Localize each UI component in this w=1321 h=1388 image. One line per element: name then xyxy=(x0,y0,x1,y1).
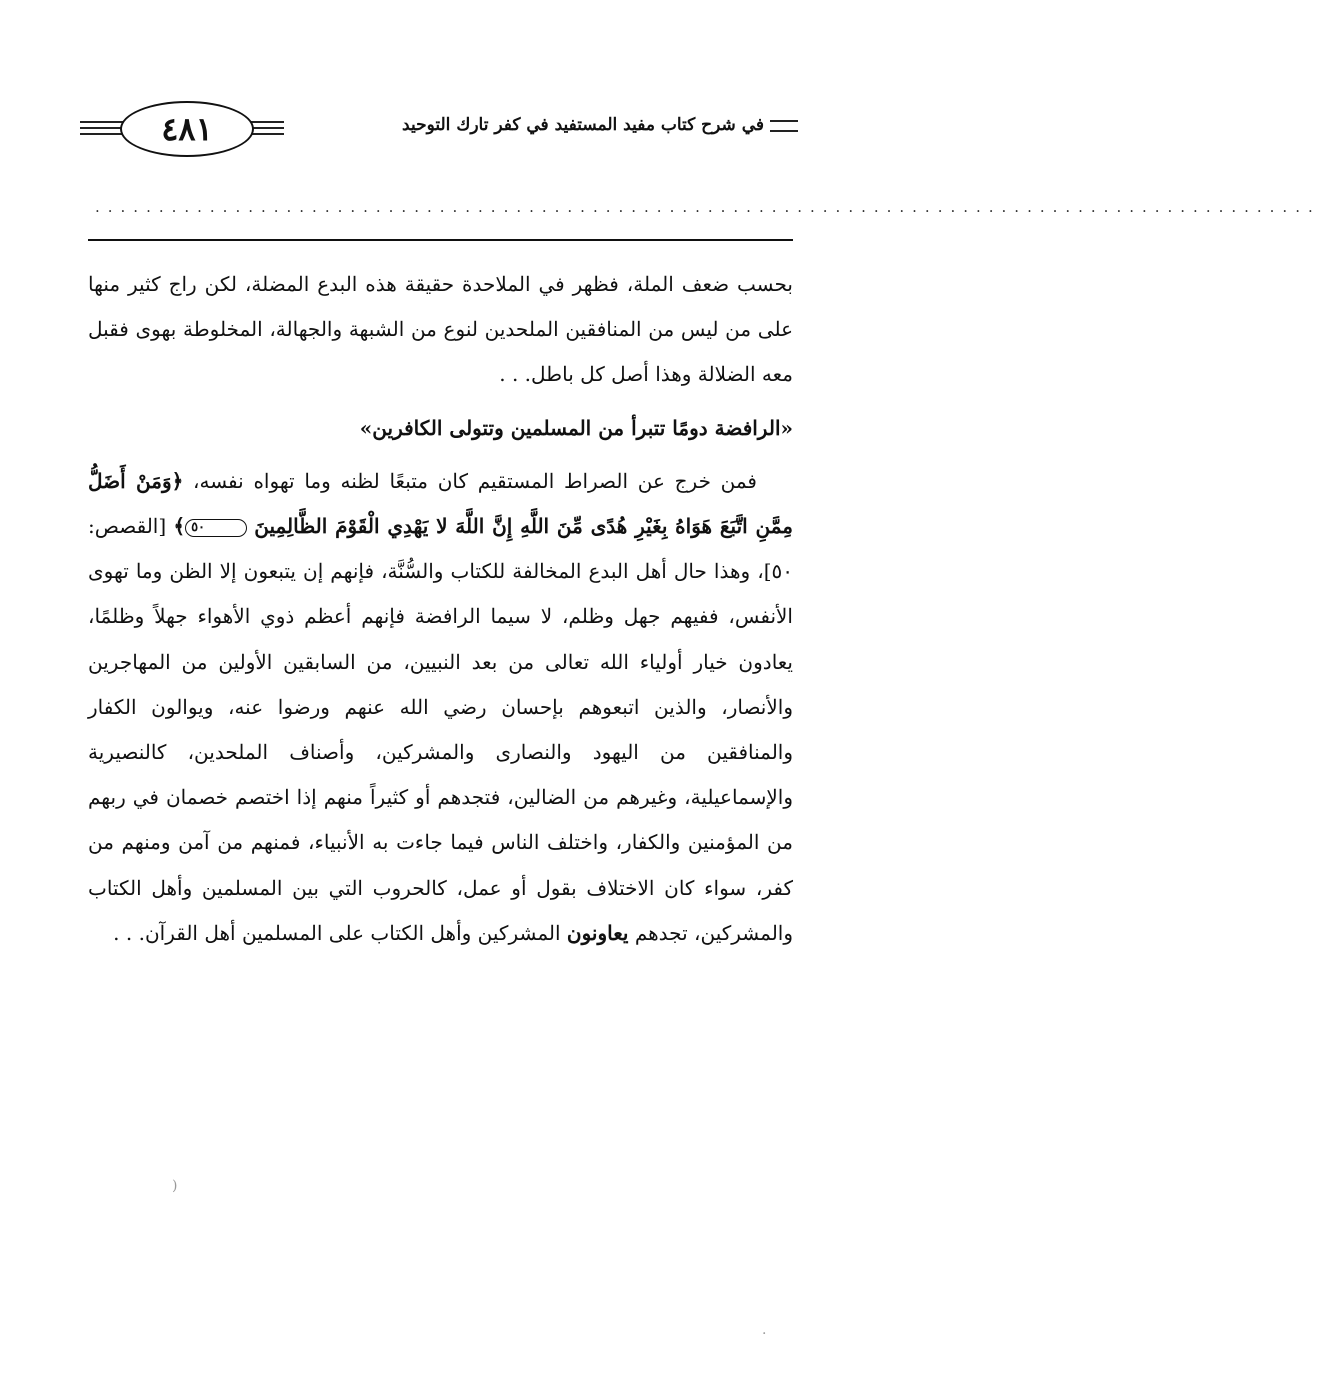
ayah-number: ٥٠ xyxy=(185,519,247,537)
paragraph-2 xyxy=(88,459,793,956)
paragraph-2-intro: فمن خرج عن الصراط المستقيم كان متبعًا لظنه وما تهواه نفسه، xyxy=(183,468,757,493)
page-number-ornament xyxy=(80,95,290,165)
dotted-separator: ................................................................................................ xyxy=(95,198,1321,216)
bold-phrase: يعاونون xyxy=(566,920,629,945)
section-heading: «الرافضة دومًا تتبرأ من المسلمين وتتولى الكافرين» xyxy=(359,415,793,440)
scan-mark: · xyxy=(762,1326,767,1342)
ornament-rule xyxy=(80,127,124,129)
header-divider xyxy=(88,239,793,241)
quran-open-bracket: ﴿ xyxy=(171,468,184,493)
verse-citation: [القصص: ٥٠] xyxy=(88,514,793,584)
paragraph-1: بحسب ضعف الملة، فظهر في الملاحدة حقيقة هذه البدع المضلة، لكن راج كثير منها على من ليس من المنافقين الملحدين لنوع من الشبهة والجهالة، المخلوطة بهوى فقبل معه الضلالة وهذا أصل كل باطل. . . xyxy=(88,272,793,387)
page-header xyxy=(80,95,798,165)
running-title-text: في شرح كتاب مفيد المستفيد في كفر تارك التوحيد xyxy=(402,115,764,135)
running-title xyxy=(402,115,798,135)
quran-close-bracket: ﴾ xyxy=(173,514,186,539)
paragraph-2-middle: ، وهذا حال أهل البدع المخالفة للكتاب والسُّنَّة، فإنهم إن يتبعون إلا الظن وما تهوى الأنفس، ففيهم جهل وظلم، لا سيما الرافضة فإنهم أعظم ذوي الأهواء جهلاً وظلمًا، يعادون خيار أولياء الله تعالى من بعد النبيين، من السابقين الأولين من المهاجرين والأنصار، والذين اتبعوهم بإحسان رضي الله عنهم ورضوا عنه، ويوالون الكفار والمنافقين من اليهود والنصارى والمشركين، وأصناف الملحدين، كالنصيرية والإسماعيلية، وغيرهم من الضالين، فتجدهم أو كثيراً منهم إذا اختصم خصمان في ربهم من المؤمنين والكفار، واختلف الناس فيما جاءت به الأنبياء، فمنهم من آمن ومنهم من كفر، سواء كان الاختلاف بقول أو عمل، كالحروب التي بين المسلمين وأهل الكتاب والمشركين، تجدهم xyxy=(88,559,793,945)
title-ornament-icon xyxy=(770,120,798,132)
quran-verse: وَمَنْ أَضَلُّ مِمَّنِ اتَّبَعَ هَوَاهُ بِغَيْرِ هُدًى مِّنَ اللَّهِ إِنَّ اللَّهَ لا يَهْدِي الْقَوْمَ الظَّالِمِينَ xyxy=(88,468,793,539)
paragraph-2-end: المشركين وأهل الكتاب على المسلمين أهل القرآن. . . xyxy=(113,920,567,945)
ornament-rule xyxy=(80,133,124,135)
scan-mark: ) xyxy=(172,1178,178,1194)
page-number: ٤٨١ xyxy=(120,101,254,157)
ornament-rule xyxy=(80,121,124,123)
main-text xyxy=(88,262,793,956)
